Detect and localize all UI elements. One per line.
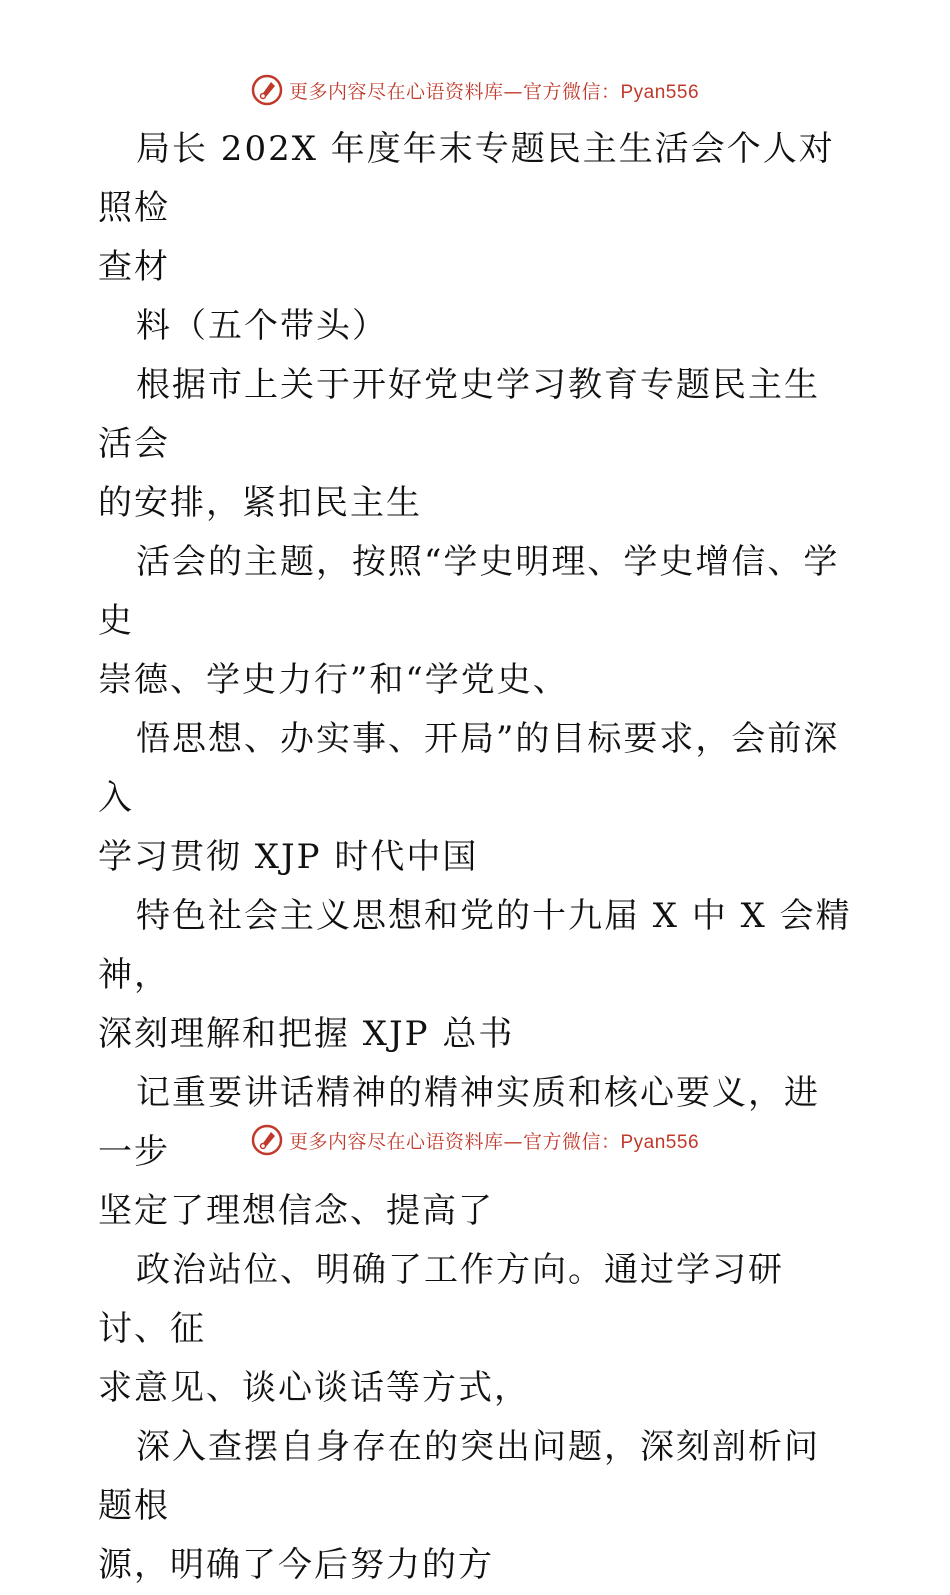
paragraph-line-2: 求意见、谈心谈话等方式， [98, 1368, 530, 1408]
paragraph-line-2: 坚定了理想信念、提高了 [98, 1191, 494, 1231]
footer-banner-text [289, 1127, 699, 1154]
paragraph-line-1: 特色社会主义思想和党的十九届 X 中 X 会精神， [98, 896, 852, 995]
header-banner-inner [251, 74, 699, 106]
footer-banner-inner [251, 1124, 699, 1156]
header-banner-separator: — [503, 80, 523, 103]
document-body [98, 120, 854, 1595]
pen-nib-seal-icon [251, 1124, 283, 1156]
paragraph-line-1: 政治站位、明确了工作方向。通过学习研讨、征 [98, 1250, 784, 1349]
footer-banner-separator: — [503, 1130, 523, 1153]
document-subtitle-line [98, 297, 854, 356]
paragraph-line-2: 查材 [98, 247, 170, 287]
paragraph-line-2: 崇德、学史力行”和“学党史、 [98, 660, 569, 700]
document-title-line [98, 120, 854, 297]
paragraph [98, 1241, 854, 1418]
paragraph [98, 1418, 854, 1595]
pen-nib-seal-icon [251, 74, 283, 106]
paragraph-line-1: 悟思想、办实事、开局”的目标要求，会前深入 [98, 719, 840, 818]
paragraph-line-1: 记重要讲话精神的精神实质和核心要义，进一步 [98, 1073, 820, 1172]
paragraph-line-1: 局长 202X 年度年末专题民主生活会个人对照检 [98, 129, 835, 228]
paragraph-line-1: 深入查摆自身存在的突出问题，深刻剖析问题根 [98, 1427, 820, 1526]
paragraph-line-1: 根据市上关于开好党史学习教育专题民主生活会 [98, 365, 820, 464]
paragraph [98, 710, 854, 887]
paragraph-line-2: 深刻理解和把握 XJP 总书 [98, 1014, 515, 1054]
footer-watermark-banner [0, 1120, 950, 1160]
header-banner-text [289, 77, 699, 104]
paragraph [98, 887, 854, 1064]
paragraph [98, 533, 854, 710]
header-banner-wechat-label: 官方微信： [522, 80, 621, 103]
paragraph-line-2: 学习贯彻 XJP 时代中国 [98, 837, 479, 877]
footer-banner-wechat-label: 官方微信： [522, 1130, 621, 1153]
paragraph-line-2: 源，明确了今后努力的方 [98, 1545, 494, 1585]
paragraph-line-1: 活会的主题，按照“学史明理、学史增信、学史 [98, 542, 840, 641]
footer-banner-wechat-id: Pyan556 [620, 1131, 700, 1153]
footer-banner-title: 更多内容尽在心语资料库 [288, 1130, 504, 1153]
paragraph-line-1: 料（五个带头） [136, 306, 388, 346]
paragraph [98, 356, 854, 533]
header-banner-wechat-id: Pyan556 [620, 81, 700, 103]
header-banner-title: 更多内容尽在心语资料库 [288, 80, 504, 103]
header-watermark-banner [0, 70, 950, 110]
paragraph-line-2: 的安排，紧扣民主生 [98, 483, 422, 523]
